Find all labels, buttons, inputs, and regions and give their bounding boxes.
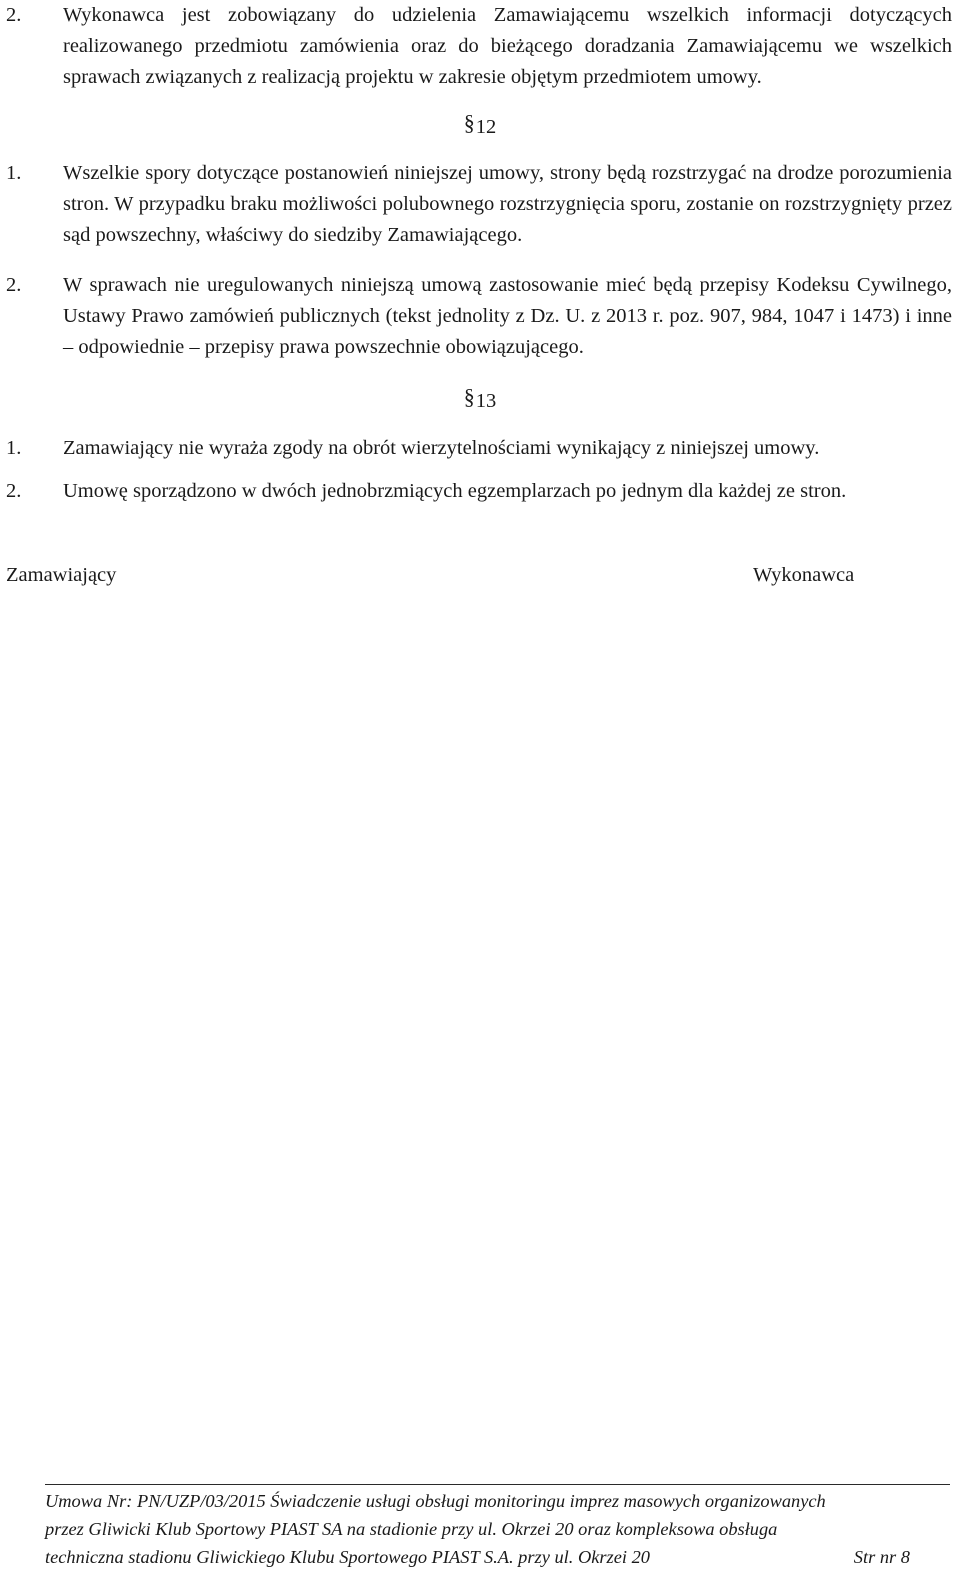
clause-text: W sprawach nie uregulowanych niniejszą umową zastosowanie mieć będą przepisy Kodeksu Cywilnego, Ustawy Prawo zamówień publicznych (tekst jednolity z Dz. U. z 2013 r. poz. 907, 984, 1047 i 1473) i inne – odpowiednie – przepisy prawa powszechnie obowiązującego. — [63, 274, 952, 358]
footer-divider — [45, 1484, 950, 1485]
clause-11-item-2 — [0, 0, 952, 93]
section-symbol: § — [463, 384, 475, 409]
clause-text: Wykonawca jest zobowiązany do udzielenia Zamawiającemu wszelkich informacji dotyczących realizowanego przedmiotu zamówienia oraz do bieżącego doradzania Zamawiającemu we wszelkich sprawach związanych z realizacją projektu w zakresie objętym przedmiotem umowy. — [63, 4, 952, 88]
clause-number: 2. — [6, 274, 22, 296]
section-number: 12 — [475, 116, 497, 138]
clause-12-item-1 — [0, 158, 952, 251]
clause-number: 2. — [6, 4, 22, 26]
clause-13-item-2 — [0, 476, 952, 507]
clause-number: 1. — [6, 162, 22, 184]
clause-12-item-2 — [0, 270, 952, 363]
signature-contractor: Wykonawca — [753, 564, 855, 586]
section-symbol: § — [463, 110, 475, 135]
clause-number: 2. — [6, 480, 22, 502]
clause-text: Zamawiający nie wyraża zgody na obrót wierzytelnościami wynikający z niniejszej umowy. — [63, 437, 820, 459]
clause-number: 1. — [6, 437, 22, 459]
section-heading-12 — [0, 109, 960, 141]
section-heading-13 — [0, 383, 960, 415]
clause-text: Wszelkie spory dotyczące postanowień niniejszej umowy, strony będą rozstrzygać na drodze porozumienia stron. W przypadku braku możliwości polubownego rozstrzygnięcia sporu, zostanie on rozstrzygnięty przez sąd powszechny, właściwy do siedziby Zamawiającego. — [63, 162, 952, 246]
clause-text: Umowę sporządzono w dwóch jednobrzmiących egzemplarzach po jednym dla każdej ze stron. — [63, 480, 847, 502]
footer-line-1: Umowa Nr: PN/UZP/03/2015 Świadczenie usługi obsługi monitoringu imprez masowych organizowanych — [45, 1491, 826, 1511]
signature-contracting-party: Zamawiający — [6, 564, 117, 586]
page-number: Str nr 8 — [853, 1547, 910, 1567]
page-footer — [45, 1487, 950, 1571]
clause-13-item-1 — [0, 433, 952, 464]
section-number: 13 — [475, 390, 497, 412]
footer-line-2: przez Gliwicki Klub Sportowy PIAST SA na stadionie przy ul. Okrzei 20 oraz kompleksowa obsługa — [45, 1519, 778, 1539]
footer-line-3: techniczna stadionu Gliwickiego Klubu Sportowego PIAST S.A. przy ul. Okrzei 20 — [45, 1547, 650, 1567]
